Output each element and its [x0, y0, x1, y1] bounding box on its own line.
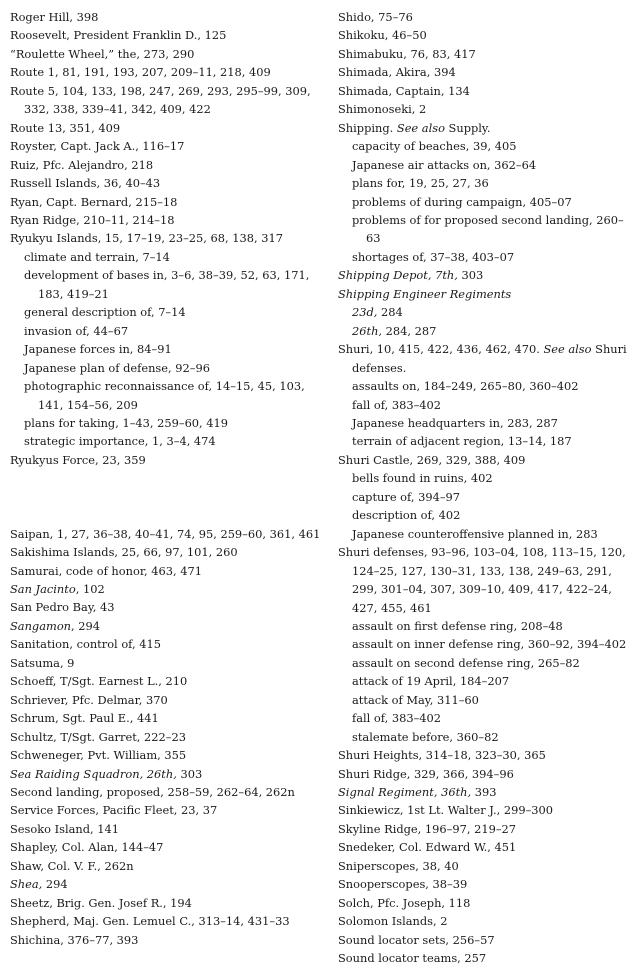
index-entry: Snedeker, Col. Edward W., 451 — [338, 840, 517, 855]
index-subentry: description of, 402 — [352, 508, 461, 523]
index-entry: Sheetz, Brig. Gen. Josef R., 194 — [10, 895, 192, 910]
index-subentry: plans for, 19, 25, 27, 36 — [352, 176, 489, 191]
index-entry: Schriever, Pfc. Delmar, 370 — [10, 692, 168, 707]
index-entry: Russell Islands, 36, 40–43 — [10, 176, 161, 191]
index-entry: Shipping Engineer Regiments — [338, 286, 512, 301]
index-subentry: Japanese counteroffensive planned in, 283 — [352, 526, 598, 541]
index-entry: Shichina, 376–77, 393 — [10, 932, 139, 947]
index-entry: Route 5, 104, 133, 198, 247, 269, 293, 295–99, 309, 332, 338, 339–41, 342, 409, 422 — [10, 83, 311, 117]
index-entry: Sinkiewicz, 1st Lt. Walter J., 299–300 — [338, 803, 554, 818]
index-subentry: assault on first defense ring, 208–48 — [352, 618, 563, 633]
index-subentry: Japanese forces in, 84–91 — [24, 342, 172, 357]
index-subentry: Japanese headquarters in, 283, 287 — [352, 415, 558, 430]
index-entry: Schrum, Sgt. Paul E., 441 — [10, 711, 159, 726]
index-entry: Shuri defenses, 93–96, 103–04, 108, 113–15, 120, 124–25, 127, 130–31, 133, 138, 249–63, 291, 299, 301–04, 307, 309–10, 409, 417, 422–24, 427, 455, 461 — [338, 545, 626, 615]
index-subentry: climate and terrain, 7–14 — [24, 249, 170, 264]
index-entry: Shuri Heights, 314–18, 323–30, 365 — [338, 748, 546, 763]
index-entry: Shipping Depot, 7th, 303 — [338, 268, 484, 283]
index-subentry: assault on inner defense ring, 360–92, 394–402 — [352, 637, 627, 652]
index-subentry: capture of, 394–97 — [352, 489, 461, 504]
index-subentry: attack of May, 311–60 — [352, 692, 479, 707]
index-subentry: 23d, 284 — [352, 305, 403, 320]
index-subentry: development of bases in, 3–6, 38–39, 52, 63, 171, 183, 419–21 — [24, 268, 310, 301]
index-entry: Shepherd, Maj. Gen. Lemuel C., 313–14, 431–33 — [10, 914, 290, 929]
index-entry: Ryan, Capt. Bernard, 215–18 — [10, 194, 178, 209]
index-entry: Sanitation, control of, 415 — [10, 637, 161, 652]
index-subentry: 26th, 284, 287 — [352, 323, 437, 338]
index-subentry: terrain of adjacent region, 13–14, 187 — [352, 434, 572, 449]
index-entry: Signal Regiment, 36th, 393 — [338, 785, 497, 800]
index-entry: Service Forces, Pacific Fleet, 23, 37 — [10, 803, 218, 818]
index-entry: Sesoko Island, 141 — [10, 821, 120, 836]
index-subentry: shortages of, 37–38, 403–07 — [352, 249, 515, 264]
index-entry: Shimada, Captain, 134 — [338, 83, 470, 98]
index-entry: Sea Raiding Squadron, 26th, 303 — [10, 766, 203, 781]
index-subentry: strategic importance, 1, 3–4, 474 — [24, 434, 216, 449]
index-subentry: capacity of beaches, 39, 405 — [352, 139, 517, 154]
index-column-right — [338, 8, 638, 968]
index-entry: Shimada, Akira, 394 — [338, 65, 456, 80]
index-entry: Shapley, Col. Alan, 144–47 — [10, 840, 164, 855]
index-entry: Route 1, 81, 191, 193, 207, 209–11, 218, 409 — [10, 65, 271, 80]
index-entry: Shea, 294 — [10, 877, 68, 892]
index-subentry: plans for taking, 1–43, 259–60, 419 — [24, 415, 229, 430]
index-entry: Schoeff, T/Sgt. Earnest L., 210 — [10, 674, 188, 689]
index-entry: Schweneger, Pvt. William, 355 — [10, 748, 187, 763]
index-entry: Ryan Ridge, 210–11, 214–18 — [10, 212, 175, 227]
index-subentry: photographic reconnaissance of, 14–15, 45, 103, 141, 154–56, 209 — [24, 379, 305, 412]
index-entry: Ruiz, Pfc. Alejandro, 218 — [10, 157, 154, 172]
index-entry: Satsuma, 9 — [10, 655, 75, 670]
index-subentry: fall of, 383–402 — [352, 711, 442, 726]
index-subentry: assault on second defense ring, 265–82 — [352, 655, 580, 670]
index-entry: Sangamon, 294 — [10, 618, 100, 633]
index-entry: Second landing, proposed, 258–59, 262–64, 262n — [10, 784, 295, 799]
index-spacer — [10, 488, 325, 506]
index-entry: Ryukyu Islands, 15, 17–19, 23–25, 68, 138, 317 — [10, 231, 283, 246]
index-entry: Samurai, code of honor, 463, 471 — [10, 563, 202, 578]
index-entry: Solomon Islands, 2 — [338, 914, 448, 929]
index-entry: Shimonoseki, 2 — [338, 102, 427, 117]
index-subentry: general description of, 7–14 — [24, 305, 186, 320]
index-entry: Roosevelt, President Franklin D., 125 — [10, 28, 227, 43]
index-entry: Sound locator teams, 257 — [338, 951, 487, 966]
index-entry: Roger Hill, 398 — [10, 10, 99, 24]
index-entry: Royster, Capt. Jack A., 116–17 — [10, 139, 185, 154]
index-subentry: Japanese air attacks on, 362–64 — [352, 157, 537, 172]
index-entry: Shaw, Col. V. F., 262n — [10, 858, 134, 873]
index-column-left — [10, 8, 325, 949]
index-subentry: fall of, 383–402 — [352, 397, 442, 412]
index-subentry: Japanese plan of defense, 92–96 — [24, 360, 210, 375]
index-subentry: problems of for proposed second landing, 260–63 — [352, 212, 624, 246]
index-entry: Shuri Ridge, 329, 366, 394–96 — [338, 766, 514, 781]
index-entry: Shido, 75–76 — [338, 10, 413, 24]
index-entry: Shuri Castle, 269, 329, 388, 409 — [338, 452, 526, 467]
index-entry: Shuri, 10, 415, 422, 436, 462, 470. See also Shuri defenses. — [338, 342, 627, 375]
index-entry: Shikoku, 46–50 — [338, 28, 427, 43]
index-subentry: invasion of, 44–67 — [24, 323, 129, 338]
index-spacer — [10, 469, 325, 487]
index-entry: San Pedro Bay, 43 — [10, 600, 115, 615]
index-subentry: assaults on, 184–249, 265–80, 360–402 — [352, 379, 579, 394]
index-entry: Sound locator sets, 256–57 — [338, 932, 495, 947]
index-entry: Schultz, T/Sgt. Garret, 222–23 — [10, 729, 186, 744]
index-entry: Shimabuku, 76, 83, 417 — [338, 46, 476, 61]
index-entry: Route 13, 351, 409 — [10, 120, 121, 135]
index-entry: Shipping. See also Supply. — [338, 120, 491, 135]
index-entry: “Roulette Wheel,” the, 273, 290 — [10, 46, 195, 61]
index-subentry: bells found in ruins, 402 — [352, 471, 493, 486]
index-entry: San Jacinto, 102 — [10, 582, 105, 596]
index-entry: Solch, Pfc. Joseph, 118 — [338, 895, 471, 910]
index-entry: Ryukyus Force, 23, 359 — [10, 452, 146, 467]
index-spacer — [10, 506, 325, 524]
index-entry: Sniperscopes, 38, 40 — [338, 858, 459, 873]
index-entry: Saipan, 1, 27, 36–38, 40–41, 74, 95, 259–60, 361, 461 — [10, 526, 321, 541]
index-entry: Sakishima Islands, 25, 66, 97, 101, 260 — [10, 545, 238, 560]
index-subentry: attack of 19 April, 184–207 — [352, 674, 510, 689]
index-subentry: problems of during campaign, 405–07 — [352, 194, 572, 209]
index-entry: Skyline Ridge, 196–97, 219–27 — [338, 821, 517, 836]
index-subentry: stalemate before, 360–82 — [352, 729, 499, 744]
index-entry: Snooperscopes, 38–39 — [338, 877, 468, 892]
